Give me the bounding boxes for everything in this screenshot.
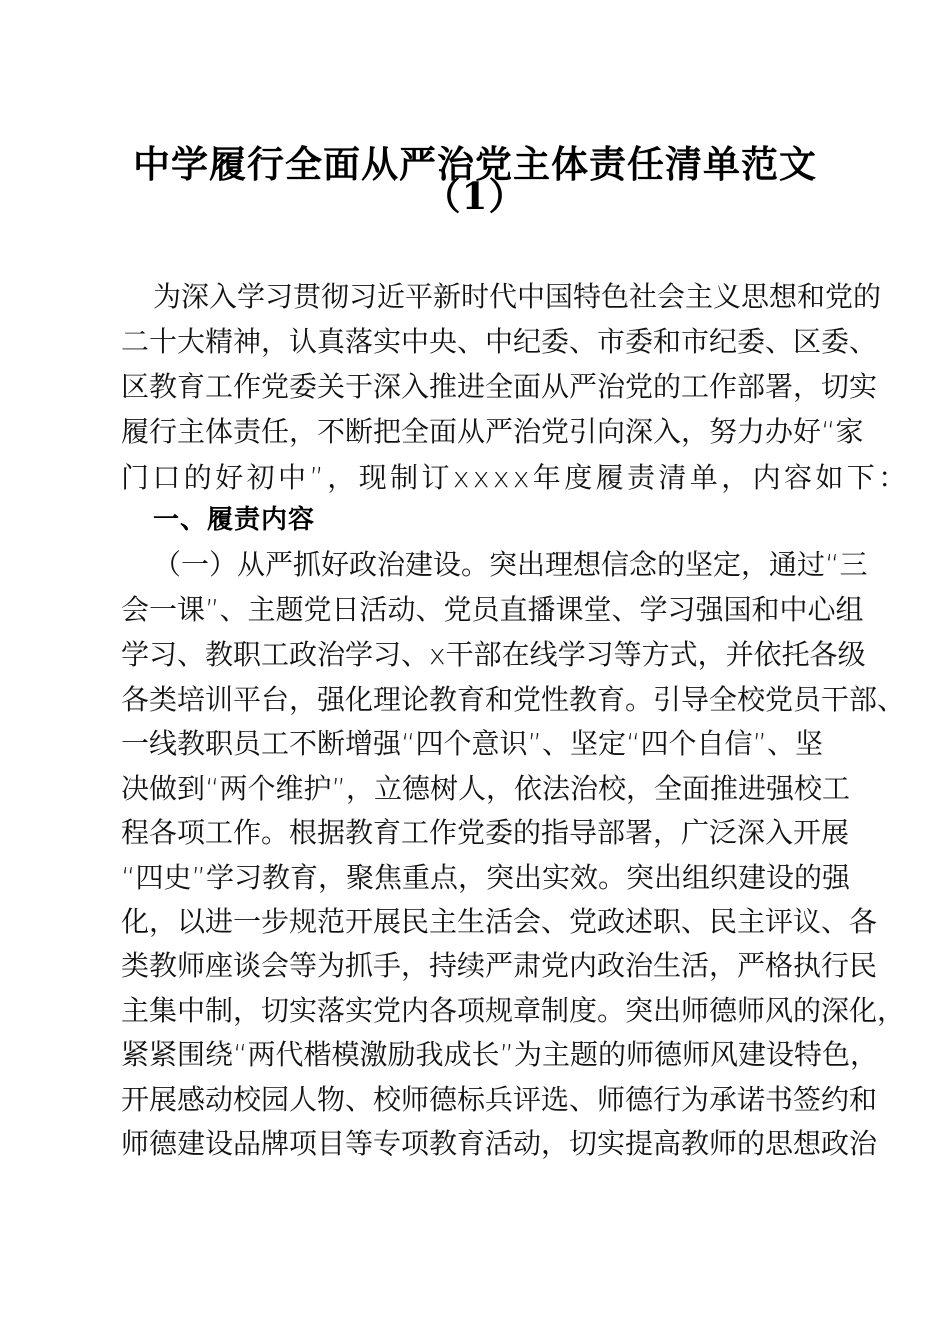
paragraph-line: 决做到“两个维护”，立德树人，依法治校，全面推进强校工 bbox=[121, 772, 851, 805]
paragraph-line: 程各项工作。根据教育工作党委的指导部署，广泛深入开展 bbox=[121, 816, 850, 849]
paragraph-line: 化，以进一步规范开展民主生活会、党政述职、民主评议、各 bbox=[121, 905, 878, 938]
paragraph-line: 会一课”、主题党日活动、党员直播课堂、学习强国和中心组 bbox=[121, 593, 864, 626]
paragraph-line: 各类培训平台，强化理论教育和党性教育。引导全校党员干部、 bbox=[121, 683, 906, 716]
paragraph-line: 类教师座谈会等为抓手，持续严肃党内政治生活，严格执行民 bbox=[121, 949, 878, 982]
paragraph-line: 二十大精神，认真落实中央、中纪委、市委和市纪委、区委、 bbox=[121, 325, 878, 358]
paragraph-line: 学习、教职工政治学习、x干部在线学习等方式，并依托各级 bbox=[121, 638, 866, 671]
document-title: 中学履行全面从严治党主体责任清单范文 bbox=[133, 142, 817, 186]
paragraph-line: 为深入学习贯彻习近平新时代中国特色社会主义思想和党的 bbox=[153, 280, 882, 313]
paragraph-line: “四史”学习教育，聚焦重点，突出实效。突出组织建设的强 bbox=[121, 861, 851, 894]
paragraph-line: 一线教职员工不断增强“四个意识”、坚定“四个自信”、坚 bbox=[121, 727, 824, 760]
paragraph-line: 门口的好初中”，现制订xxxx年度履责清单，内容如下： bbox=[121, 461, 910, 494]
document-title-number: （1） bbox=[423, 174, 527, 218]
paragraph-line: 主集中制，切实落实党内各项规章制度。突出师德师风的深化， bbox=[121, 994, 906, 1027]
paragraph-line: 区教育工作党委关于深入推进全面从严治党的工作部署，切实 bbox=[121, 370, 878, 403]
section-heading: 一、履责内容 bbox=[153, 505, 316, 535]
paragraph-line: （一）从严抓好政治建设。突出理想信念的坚定，通过“三 bbox=[153, 548, 868, 581]
paragraph-line: 开展感动校园人物、校师德标兵评选、师德行为承诺书签约和 bbox=[121, 1083, 878, 1116]
paragraph-line: 紧紧围绕“两代楷模激励我成长”为主题的师德师风建设特色， bbox=[121, 1038, 879, 1071]
paragraph-line: 师德建设品牌项目等专项教育活动，切实提高教师的思想政治 bbox=[121, 1127, 878, 1160]
paragraph-line: 履行主体责任，不断把全面从严治党引向深入，努力办好“家 bbox=[121, 415, 864, 448]
